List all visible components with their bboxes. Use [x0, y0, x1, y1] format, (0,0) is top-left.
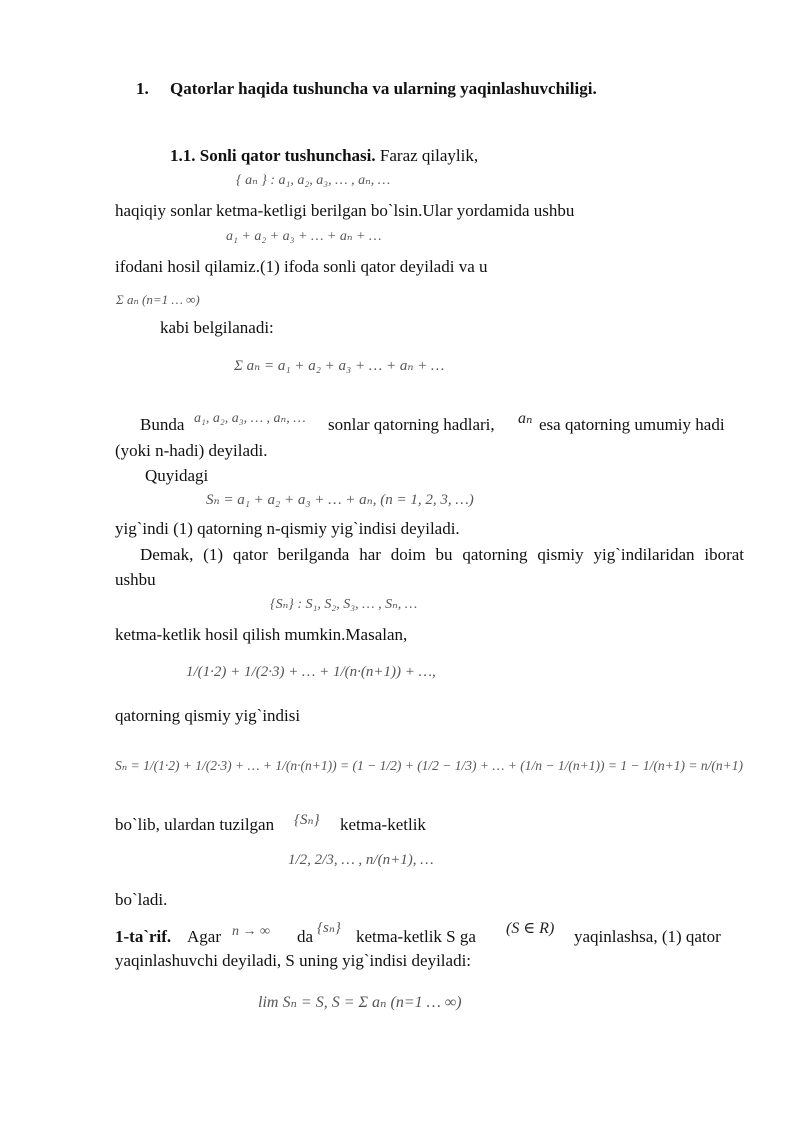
formula-example-series: 1/(1·2) + 1/(2·3) + … + 1/(n·(n+1)) + …, [186, 664, 436, 680]
paragraph-3: kabi belgilanadi: [160, 318, 274, 337]
definition-text-d: yaqinlashsa, (1) qator [574, 927, 721, 946]
formula-sequence: { aₙ } : a₁, a₂, a₃, … , aₙ, … [236, 173, 391, 188]
paragraph-6b: ushbu [115, 570, 156, 589]
subsection-number: 1.1. [170, 146, 196, 165]
formula-sn-brace: {sₙ} [317, 920, 341, 936]
paragraph-5: yig`indi (1) qatorning n-qismiy yig`indisi deyiladi. [115, 519, 460, 538]
bunda-word: Bunda [140, 415, 185, 434]
formula-partial-sequence: {Sₙ} : S₁, S₂, S₃, … , Sₙ, … [270, 597, 418, 612]
definition-label: 1-ta`rif. [115, 927, 172, 946]
definition-text-c: ketma-ketlik S ga [356, 927, 476, 946]
definition-agar: Agar [187, 927, 221, 946]
formula-general-term: aₙ [518, 410, 533, 427]
paragraph-9b: ketma-ketlik [340, 815, 426, 834]
formula-terms: a₁, a₂, a₃, … , aₙ, … [194, 411, 306, 426]
paragraph-4c: (yoki n-hadi) deyiladi. [115, 441, 268, 460]
paragraph-7: ketma-ketlik hosil qilish mumkin.Masalan, [115, 625, 408, 644]
section-title: Qatorlar haqida tushuncha va ularning yaqinlashuvchiligi. [170, 79, 597, 98]
paragraph-10: bo`ladi. [115, 890, 168, 909]
formula-sum-short: Σ aₙ (n=1 … ∞) [116, 292, 200, 307]
paragraph-4b: esa qatorning umumiy hadi [539, 415, 725, 434]
formula-sn-sequence: {Sₙ} [294, 812, 320, 828]
paragraph-8: qatorning qismiy yig`indisi [115, 706, 301, 725]
definition-da: da [297, 927, 314, 946]
paragraph-4a: sonlar qatorning hadlari, [328, 415, 495, 434]
subsection-title: Sonli qator tushunchasi. [199, 146, 376, 165]
formula-sum-full: Σ aₙ = a₁ + a₂ + a₃ + … + aₙ + … [234, 358, 445, 374]
quyidagi-word: Quyidagi [145, 466, 209, 485]
formula-series-expression: a₁ + a₂ + a₃ + … + aₙ + … [226, 229, 382, 244]
paragraph-9a: bo`lib, ulardan tuzilgan [115, 815, 275, 834]
paragraph-1: haqiqiy sonlar ketma-ketligi berilgan bo`lsin.Ular yordamida ushbu [115, 201, 575, 220]
subsection-line [170, 145, 478, 167]
formula-limit-condition: n → ∞ [232, 924, 270, 939]
formula-limit-definition: lim Sₙ = S, S = Σ aₙ (n=1 … ∞) [258, 994, 462, 1011]
formula-s-in-r: (S ∈ R) [506, 920, 555, 937]
paragraph-2: ifodani hosil qilamiz.(1) ifoda sonli qator deyiladi va u [115, 257, 488, 276]
definition-text-e: yaqinlashuvchi deyiladi, S uning yig`indisi deyiladi: [115, 951, 472, 970]
formula-fraction-sequence: 1/2, 2/3, … , n/(n+1), … [288, 852, 434, 868]
definition-line [115, 926, 171, 948]
subsection-intro: Faraz qilaylik, [379, 146, 479, 165]
formula-example-partial-sum: Sₙ = 1/(1·2) + 1/(2·3) + … + 1/(n·(n+1)) = (1 − 1/2) + (1/2 − 1/3) + … + (1/n − 1/(n+1)) = 1 − 1/(n+1) = n/(n+1) [115, 758, 744, 773]
formula-partial-sum: Sₙ = a₁ + a₂ + a₃ + … + aₙ, (n = 1, 2, 3, …) [206, 492, 474, 508]
paragraph-6a: Demak, (1) qator berilganda har doim bu qatorning qismiy yig`indilaridan iborat [140, 545, 744, 564]
section-number: 1. [136, 79, 149, 98]
